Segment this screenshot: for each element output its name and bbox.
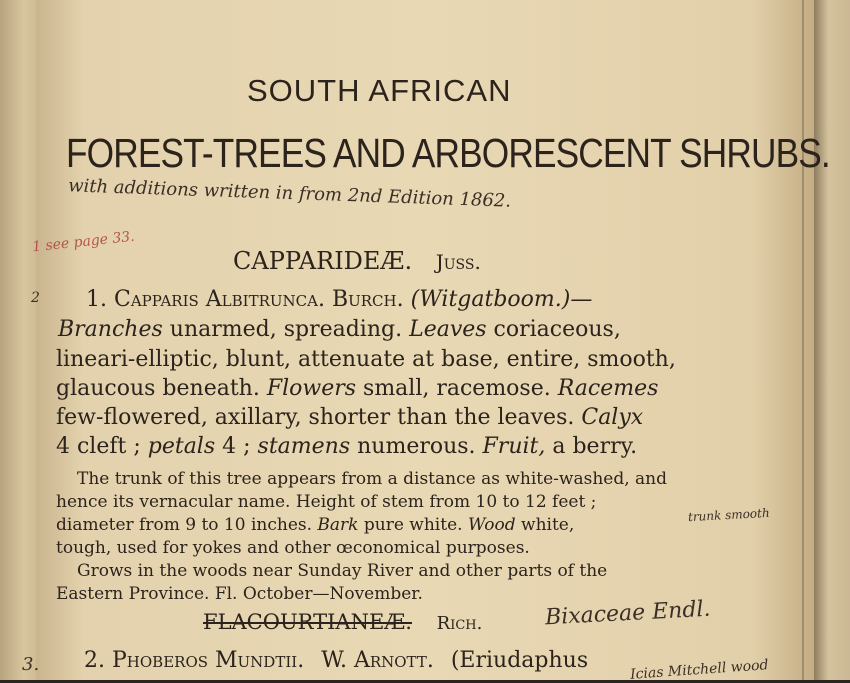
text: white, [515,515,575,535]
text: small, racemose. [356,376,558,401]
handwritten-note: with additions written in from 2nd Edition 1862. [67,175,512,212]
text: pure white. [358,515,468,535]
entry1-number: 1. [86,287,107,312]
note-line4: tough, used for yokes and other œconomical purposes. [56,538,530,558]
term-leaves: Leaves [409,317,487,342]
term-flowers: Flowers [266,376,357,401]
note-line6: Eastern Province. Fl. October—November. [56,584,423,604]
term-branches: Branches [58,317,163,342]
term-wood: Wood [467,515,516,535]
family-heading [233,247,481,275]
entry1-line4 [56,405,643,430]
term-calyx: Calyx [581,405,644,430]
text: coriaceous, [486,317,621,342]
entry2-author: W. Arnott. [321,648,434,673]
text: numerous. [350,434,483,459]
family2-name: FLACOURTIANEÆ. [203,610,412,634]
handwritten-family: Bixaceae Endl. [544,596,712,631]
term-petals: petals [147,434,216,459]
subtitle: SOUTH AFRICAN [247,73,512,108]
margin-number-2: 2 [31,290,40,306]
page-title: FOREST-TREES AND ARBORESCENT SHRUBS. [66,130,830,176]
entry1-line3 [56,376,658,401]
entry1-genus: Capparis Albitrunca. Burch. [114,287,404,312]
entry2-rest: (Eriudaphus [450,648,589,673]
text: few-flowered, axillary, shorter than the leaves. [56,405,582,430]
page-right-edge [814,0,850,680]
text: diameter from 9 to 10 inches. [56,515,318,535]
note-line1: The trunk of this tree appears from a distance as white-washed, and [77,469,667,489]
text: 4 ; [215,434,258,459]
note-line3 [56,515,574,535]
entry2-genus: Phoberos Mundtii. [112,648,305,673]
entry1-common-name: (Witgatboom.)— [410,287,593,312]
text: glaucous beneath. [56,376,267,401]
term-fruit: Fruit, [482,434,546,459]
family-name: CAPPARIDEÆ. [233,247,413,275]
page-left-curl [0,0,40,680]
page-gutter-line [802,0,804,680]
margin-number-3: 3. [22,654,40,675]
text: unarmed, spreading. [162,317,410,342]
text: 4 cleft ; [56,434,148,459]
handwritten-entry2: Icias Mitchell wood [629,657,770,683]
handwritten-insert: trunk smooth [687,505,770,525]
family2-heading [203,610,482,634]
entry1-heading [86,287,592,312]
note-line2: hence its vernacular name. Height of stem from 10 to 12 feet ; [56,492,597,512]
text: a berry. [545,434,638,459]
entry1-line2: lineari-elliptic, blunt, attenuate at base, entire, smooth, [56,347,676,372]
term-stamens: stamens [257,434,351,459]
note-line5: Grows in the woods near Sunday River and other parts of the [77,561,608,581]
entry1-line1 [58,317,621,342]
family2-author: Rich. [436,613,483,634]
family-author: Juss. [435,250,481,274]
margin-note-red: 1 see page 33. [31,228,136,256]
term-racemes: Racemes [557,376,659,401]
entry2-number: 2. [84,648,105,673]
entry1-line5 [56,434,637,459]
term-bark: Bark [317,515,359,535]
entry2-heading [84,648,588,673]
